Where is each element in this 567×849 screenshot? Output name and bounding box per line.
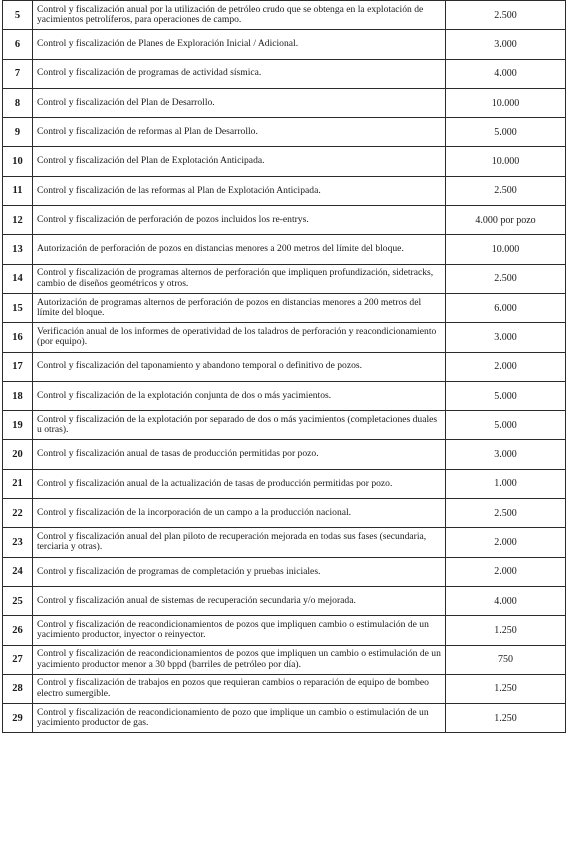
row-value: 4.000	[446, 586, 566, 615]
row-description: Control y fiscalización de trabajos en pozos que requieran cambios o reparación de equipo de bombeo electro sumergible.	[33, 674, 446, 703]
table-row	[3, 206, 566, 235]
row-value: 2.000	[446, 352, 566, 381]
table-row	[3, 1, 566, 30]
row-number: 21	[3, 469, 33, 498]
row-value: 2.000	[446, 528, 566, 557]
table-row	[3, 499, 566, 528]
row-description: Control y fiscalización anual por la utilización de petróleo crudo que se obtenga en la explotación de yacimientos petrolíferos, para operaciones de campo.	[33, 1, 446, 30]
table-row	[3, 118, 566, 147]
row-number: 24	[3, 557, 33, 586]
table-row	[3, 293, 566, 322]
row-number: 14	[3, 264, 33, 293]
row-description: Control y fiscalización del Plan de Explotación Anticipada.	[33, 147, 446, 176]
row-number: 18	[3, 381, 33, 410]
row-value: 1.250	[446, 674, 566, 703]
row-number: 28	[3, 674, 33, 703]
row-description: Control y fiscalización de la explotación conjunta de dos o más yacimientos.	[33, 381, 446, 410]
table-row	[3, 674, 566, 703]
row-description: Control y fiscalización de la explotación por separado de dos o más yacimientos (completaciones duales u otras).	[33, 411, 446, 440]
row-value: 1.250	[446, 704, 566, 733]
row-description: Control y fiscalización anual de tasas de producción permitidas por pozo.	[33, 440, 446, 469]
row-description: Autorización de perforación de pozos en distancias menores a 200 metros del límite del bloque.	[33, 235, 446, 264]
row-description: Control y fiscalización de programas de completación y pruebas iniciales.	[33, 557, 446, 586]
row-value: 1.250	[446, 616, 566, 645]
row-description: Control y fiscalización de programas de actividad sísmica.	[33, 59, 446, 88]
row-number: 27	[3, 645, 33, 674]
row-number: 26	[3, 616, 33, 645]
table-row	[3, 645, 566, 674]
row-description: Verificación anual de los informes de operatividad de los taladros de perforación y reacondicionamiento (por equipo).	[33, 323, 446, 352]
row-description: Control y fiscalización de la incorporación de un campo a la producción nacional.	[33, 499, 446, 528]
row-value: 10.000	[446, 235, 566, 264]
row-number: 9	[3, 118, 33, 147]
row-value: 10.000	[446, 147, 566, 176]
row-number: 10	[3, 147, 33, 176]
table-row	[3, 30, 566, 59]
table-row	[3, 88, 566, 117]
table-row	[3, 528, 566, 557]
row-description: Control y fiscalización de programas alternos de perforación que impliquen profundización, sidetracks, cambio de diseños geométricos y otros.	[33, 264, 446, 293]
row-number: 6	[3, 30, 33, 59]
row-description: Control y fiscalización del taponamiento y abandono temporal o definitivo de pozos.	[33, 352, 446, 381]
row-number: 7	[3, 59, 33, 88]
table-row	[3, 59, 566, 88]
row-description: Autorización de programas alternos de perforación de pozos en distancias menores a 200 metros del límite del bloque.	[33, 293, 446, 322]
row-value: 2.500	[446, 499, 566, 528]
table-row	[3, 557, 566, 586]
row-value: 5.000	[446, 411, 566, 440]
row-description: Control y fiscalización de reacondicionamientos de pozos que impliquen un cambio o estimulación de un yacimiento productor menor a 30 bppd (barriles de petróleo por día).	[33, 645, 446, 674]
row-value: 6.000	[446, 293, 566, 322]
row-number: 8	[3, 88, 33, 117]
row-number: 13	[3, 235, 33, 264]
table-row	[3, 586, 566, 615]
row-number: 19	[3, 411, 33, 440]
row-number: 17	[3, 352, 33, 381]
row-number: 29	[3, 704, 33, 733]
row-value: 750	[446, 645, 566, 674]
row-number: 23	[3, 528, 33, 557]
row-value: 4.000	[446, 59, 566, 88]
row-value: 2.000	[446, 557, 566, 586]
row-value: 2.500	[446, 264, 566, 293]
row-description: Control y fiscalización de perforación de pozos incluidos los re-entrys.	[33, 206, 446, 235]
row-value: 3.000	[446, 30, 566, 59]
fee-table-body	[3, 1, 566, 733]
row-description: Control y fiscalización de reacondicionamiento de pozo que implique un cambio o estimulación de un yacimiento productor de gas.	[33, 704, 446, 733]
table-row	[3, 381, 566, 410]
table-row	[3, 235, 566, 264]
row-number: 12	[3, 206, 33, 235]
row-description: Control y fiscalización de Planes de Exploración Inicial / Adicional.	[33, 30, 446, 59]
row-description: Control y fiscalización anual del plan piloto de recuperación mejorada en todas sus fases (secundaria, terciaria y otras).	[33, 528, 446, 557]
row-description: Control y fiscalización del Plan de Desarrollo.	[33, 88, 446, 117]
row-description: Control y fiscalización anual de sistemas de recuperación secundaria y/o mejorada.	[33, 586, 446, 615]
row-value: 1.000	[446, 469, 566, 498]
row-number: 25	[3, 586, 33, 615]
row-description: Control y fiscalización de reacondicionamientos de pozos que impliquen cambio o estimulación de un yacimiento productor, inyector o reinyector.	[33, 616, 446, 645]
table-row	[3, 616, 566, 645]
table-row	[3, 147, 566, 176]
table-row	[3, 704, 566, 733]
fee-table	[2, 0, 566, 733]
row-number: 22	[3, 499, 33, 528]
row-number: 15	[3, 293, 33, 322]
row-number: 5	[3, 1, 33, 30]
row-value: 10.000	[446, 88, 566, 117]
row-value: 3.000	[446, 323, 566, 352]
table-row	[3, 176, 566, 205]
row-value: 4.000 por pozo	[446, 206, 566, 235]
table-row	[3, 264, 566, 293]
row-number: 11	[3, 176, 33, 205]
table-row	[3, 440, 566, 469]
table-row	[3, 411, 566, 440]
row-description: Control y fiscalización de las reformas al Plan de Explotación Anticipada.	[33, 176, 446, 205]
row-description: Control y fiscalización de reformas al Plan de Desarrollo.	[33, 118, 446, 147]
row-value: 3.000	[446, 440, 566, 469]
row-description: Control y fiscalización anual de la actualización de tasas de producción permitidas por pozo.	[33, 469, 446, 498]
row-value: 5.000	[446, 381, 566, 410]
table-row	[3, 469, 566, 498]
row-number: 16	[3, 323, 33, 352]
table-row	[3, 323, 566, 352]
row-value: 2.500	[446, 1, 566, 30]
row-value: 5.000	[446, 118, 566, 147]
row-value: 2.500	[446, 176, 566, 205]
table-row	[3, 352, 566, 381]
row-number: 20	[3, 440, 33, 469]
